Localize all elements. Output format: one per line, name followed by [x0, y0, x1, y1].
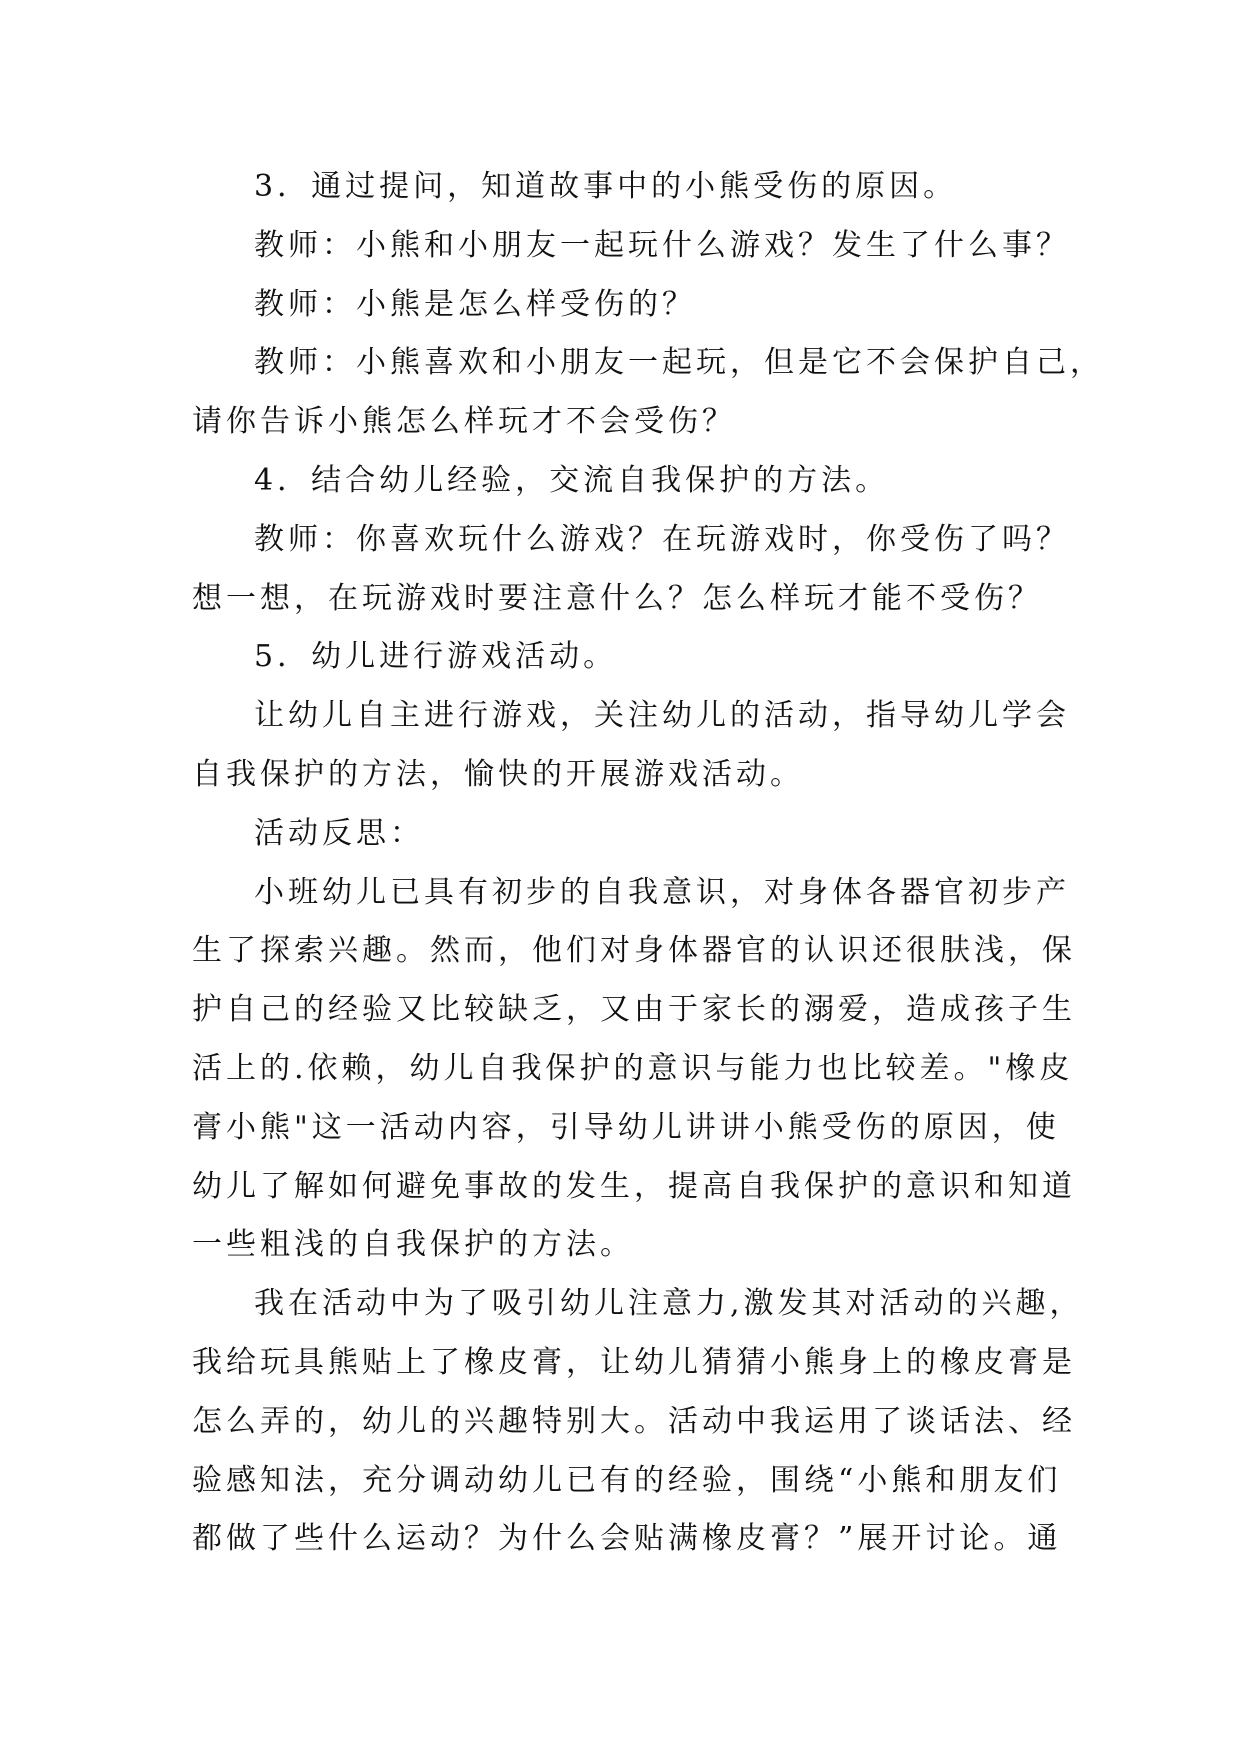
text-line: 怎么弄的，幼儿的兴趣特别大。活动中我运用了谈话法、经 — [192, 1403, 1076, 1439]
text-line: 教师：你喜欢玩什么游戏？在玩游戏时，你受伤了吗？ — [254, 521, 1070, 557]
text-line: 幼儿了解如何避免事故的发生，提高自我保护的意识和知道 — [192, 1168, 1076, 1204]
text-line: 生了探索兴趣。然而，他们对身体器官的认识还很肤浅，保 — [192, 933, 1076, 969]
text-line: 我在活动中为了吸引幼儿注意力,激发其对活动的兴趣， — [254, 1286, 1084, 1322]
text-line: 4．结合幼儿经验，交流自我保护的方法。 — [254, 462, 890, 498]
text-line: 请你告诉小熊怎么样玩才不会受伤？ — [192, 404, 736, 440]
text-line: 小班幼儿已具有初步的自我意识，对身体各器官初步产 — [254, 874, 1070, 910]
text-line: 教师：小熊是怎么样受伤的？ — [254, 286, 696, 322]
text-line: 护自己的经验又比较缺乏，又由于家长的溺爱，造成孩子生 — [192, 992, 1076, 1028]
text-line: 验感知法，充分调动幼儿已有的经验，围绕“小熊和朋友们 — [192, 1462, 1062, 1498]
text-line: 自我保护的方法，愉快的开展游戏活动。 — [192, 756, 804, 792]
text-line: 活动反思： — [254, 815, 424, 851]
text-line: 教师：小熊喜欢和小朋友一起玩，但是它不会保护自己， — [254, 345, 1104, 381]
document-body — [192, 158, 1104, 1569]
text-line: 5．幼儿进行游戏活动。 — [254, 639, 618, 675]
text-line: 都做了些什么运动？为什么会贴满橡皮膏？”展开讨论。通 — [192, 1521, 1062, 1557]
text-line: 活上的.依赖，幼儿自我保护的意识与能力也比较差。"橡皮 — [192, 1050, 1074, 1086]
text-line: 教师：小熊和小朋友一起玩什么游戏？发生了什么事？ — [254, 227, 1070, 263]
text-line: 想一想，在玩游戏时要注意什么？怎么样玩才能不受伤？ — [192, 580, 1042, 616]
text-line: 3．通过提问，知道故事中的小熊受伤的原因。 — [254, 169, 958, 204]
text-line: 让幼儿自主进行游戏，关注幼儿的活动，指导幼儿学会 — [254, 698, 1070, 734]
text-line: 我给玩具熊贴上了橡皮膏，让幼儿猜猜小熊身上的橡皮膏是 — [192, 1344, 1076, 1380]
text-line: 膏小熊"这一活动内容，引导幼儿讲讲小熊受伤的原因，使 — [192, 1109, 1060, 1145]
text-line: 一些粗浅的自我保护的方法。 — [192, 1227, 634, 1263]
